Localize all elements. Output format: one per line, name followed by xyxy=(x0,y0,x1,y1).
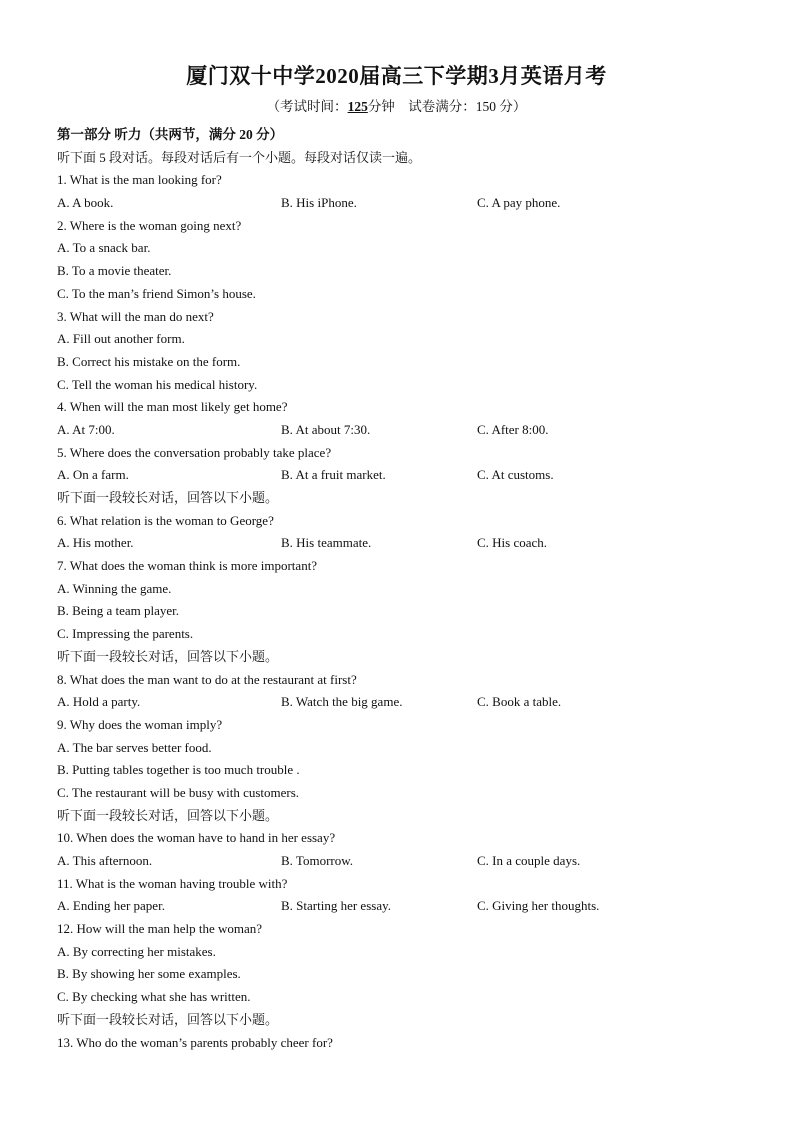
option-7a: A. Winning the game. xyxy=(57,580,172,596)
exam-info-prefix: （考试时间： xyxy=(266,99,348,114)
option-4c: C. After 8:00. xyxy=(477,421,549,437)
option-1c: C. A pay phone. xyxy=(477,195,561,211)
option-6b: B. His teammate. xyxy=(281,535,372,551)
section-instruction: 听下面 5 段对话。每段对话后有一个小题。每段对话仅读一遍。 xyxy=(57,149,422,165)
question-12: 12. How will the man help the woman? xyxy=(57,921,263,937)
question-10: 10. When does the woman have to hand in her essay? xyxy=(57,830,336,846)
question-13: 13. Who do the woman’s parents probably cheer for? xyxy=(57,1034,333,1050)
option-4a: A. At 7:00. xyxy=(57,421,115,437)
long-dialogue-instruction-3: 听下面一段较长对话，回答以下小题。 xyxy=(57,807,279,823)
question-2: 2. Where is the woman going next? xyxy=(57,217,242,233)
exam-info xyxy=(0,95,793,115)
option-10a: A. This afternoon. xyxy=(57,853,153,868)
option-7c: C. Impressing the parents. xyxy=(57,626,194,642)
options-row-8 xyxy=(57,691,757,714)
page-title: 厦门双十中学2020届高三下学期3月英语月考 xyxy=(186,64,607,88)
question-5: 5. Where does the conversation probably take place? xyxy=(57,444,332,460)
question-3: 3. What will the man do next? xyxy=(57,308,214,324)
option-6a: A. His mother. xyxy=(57,535,134,551)
option-10c: C. In a couple days. xyxy=(477,853,581,868)
option-11b: B. Starting her essay. xyxy=(281,898,391,914)
option-1a: A. A book. xyxy=(57,195,114,211)
long-dialogue-instruction-2: 听下面一段较长对话，回答以下小题。 xyxy=(57,648,279,664)
question-11: 11. What is the woman having trouble with? xyxy=(57,875,288,891)
option-12b: B. By showing her some examples. xyxy=(57,966,241,982)
option-3b: B. Correct his mistake on the form. xyxy=(57,353,241,369)
option-11a: A. Ending her paper. xyxy=(57,898,165,914)
option-8c: C. Book a table. xyxy=(477,694,562,710)
question-9: 9. Why does the woman imply? xyxy=(57,716,223,732)
section-title: 第一部分 听力（共两节，满分 20 分） xyxy=(57,127,284,142)
exam-content xyxy=(57,124,757,1054)
options-row-6 xyxy=(57,532,757,555)
option-6c: C. His coach. xyxy=(477,535,548,551)
option-1b: B. His iPhone. xyxy=(281,195,357,211)
question-8: 8. What does the man want to do at the restaurant at first? xyxy=(57,671,357,687)
option-5a: A. On a farm. xyxy=(57,467,129,483)
option-10b: B. Tomorrow. xyxy=(281,853,354,868)
option-8a: A. Hold a party. xyxy=(57,694,141,710)
option-5c: C. At customs. xyxy=(477,467,554,483)
exam-info-suffix: 分钟 试卷满分：150 分） xyxy=(367,99,527,114)
option-5b: B. At a fruit market. xyxy=(281,467,386,483)
question-6: 6. What relation is the woman to George? xyxy=(57,512,274,528)
option-11c: C. Giving her thoughts. xyxy=(477,898,600,914)
option-9b: B. Putting tables together is too much trouble . xyxy=(57,762,300,778)
question-4: 4. When will the man most likely get home? xyxy=(57,399,288,415)
question-7: 7. What does the woman think is more important? xyxy=(57,558,318,574)
options-row-4 xyxy=(57,419,757,442)
long-dialogue-instruction-4: 听下面一段较长对话，回答以下小题。 xyxy=(57,1011,279,1027)
options-row-10 xyxy=(57,850,757,873)
question-1: 1. What is the man looking for? xyxy=(57,172,222,188)
options-row-5 xyxy=(57,464,757,487)
long-dialogue-instruction-1: 听下面一段较长对话，回答以下小题。 xyxy=(57,490,279,505)
options-row-11 xyxy=(57,895,757,918)
option-2a: A. To a snack bar. xyxy=(57,240,151,256)
option-4b: B. At about 7:30. xyxy=(281,421,371,437)
option-2b: B. To a movie theater. xyxy=(57,263,172,279)
option-9a: A. The bar serves better food. xyxy=(57,739,212,755)
option-12c: C. By checking what she has written. xyxy=(57,989,251,1005)
option-3c: C. Tell the woman his medical history. xyxy=(57,376,258,392)
option-7b: B. Being a team player. xyxy=(57,603,180,619)
option-3a: A. Fill out another form. xyxy=(57,331,185,347)
options-row-1 xyxy=(57,192,757,215)
option-2c: C. To the man’s friend Simon’s house. xyxy=(57,285,256,301)
option-9c: C. The restaurant will be busy with customers. xyxy=(57,784,300,800)
option-8b: B. Watch the big game. xyxy=(281,694,403,710)
option-12a: A. By correcting her mistakes. xyxy=(57,943,216,959)
exam-time: 125 xyxy=(347,99,368,114)
